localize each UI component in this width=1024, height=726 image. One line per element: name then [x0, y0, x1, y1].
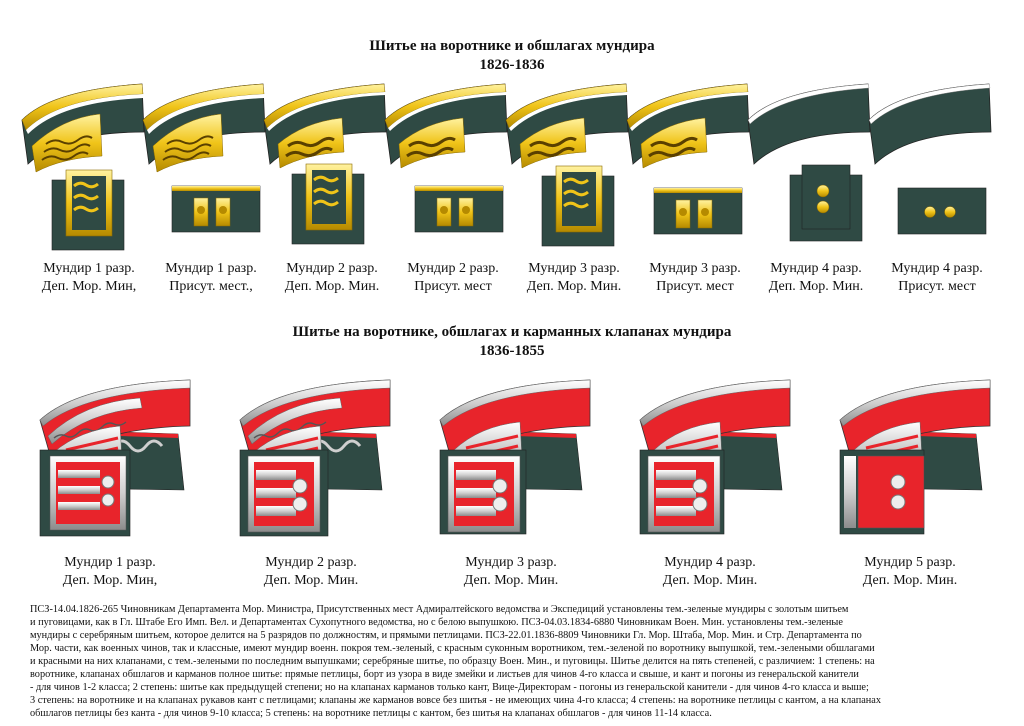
gold-cuff-6 — [654, 188, 742, 234]
section2-caption-5 — [840, 554, 980, 590]
gold-collar-5 — [506, 84, 628, 168]
caption-line1: Мундир 4 разр. — [770, 261, 862, 276]
section2-caption-4 — [640, 554, 780, 590]
caption-line1: Мундир 3 разр. — [649, 261, 741, 276]
caption-line2: Деп. Мор. Мин. — [284, 279, 380, 294]
caption-line1: Мундир 1 разр. — [43, 261, 135, 276]
section2-caption-3 — [441, 554, 581, 590]
caption-line2: Деп. Мор. Мин, — [62, 573, 158, 588]
gold-cuff-3 — [292, 164, 364, 244]
silver-set-3 — [440, 380, 590, 534]
gold-cuff-7 — [790, 165, 862, 241]
caption-line2: Присут. мест., — [169, 279, 253, 294]
caption-line2: Присут. мест — [414, 279, 492, 294]
caption-line1: Мундир 5 разр. — [864, 555, 956, 570]
silver-set-2 — [240, 380, 390, 536]
footnote-line: 3 степень: на воротнике и на клапанах рукавов кант с петлицами; клапаны же карманов вовсе без шитья - не имеющих чина 4-го класса; 4 степень: на воротнике петлицы с кантом, а на клапанах — [30, 695, 882, 706]
footnote-text — [30, 603, 1015, 720]
caption-line1: Мундир 3 разр. — [528, 261, 620, 276]
caption-line1: Мундир 1 разр. — [64, 555, 156, 570]
footnote-line: ПСЗ-14.04.1826-265 Чиновникам Департамента Мор. Министра, Присутственных мест Адмиралтейского ведомства и Экспедиций установлены тем.-зеленые мундиры с золотым шитьем — [30, 604, 849, 615]
section1-caption-6 — [636, 260, 754, 296]
caption-line1: Мундир 4 разр. — [664, 555, 756, 570]
footnote-line: - для чинов 1-2 класса; 2 степень: шитье как предыдущей степени; но на клапанах карманов только кант, Вице-Директорам - погоны из генеральской канители - для чинов 4-го класса и выше; — [30, 682, 869, 693]
caption-line2: Деп. Мор. Мин. — [526, 279, 622, 294]
gold-collar-7 — [748, 84, 870, 164]
footnote-line: и красными на них клапанами, с тем.-зелеными по последним выпушками; серебряные шитье, по образцу Воен. Мин., и пуговицы. Шитье делится на пять степеней, с различием: 1 степень: на — [30, 656, 875, 667]
gold-collar-2 — [143, 84, 265, 172]
gold-cuff-5 — [542, 166, 614, 246]
section2-title: Шитье на воротнике, обшлагах и карманных клапанах мундира — [292, 324, 732, 340]
caption-line2: Деп. Мор. Мин, — [41, 279, 137, 294]
caption-line1: Мундир 2 разр. — [265, 555, 357, 570]
section1-caption-1 — [30, 260, 148, 296]
caption-line2: Присут. мест — [898, 279, 976, 294]
section1-caption-8 — [878, 260, 996, 296]
footnote-line: Мор. части, как военных чинов, так и классные, имеют мундир военн. покроя тем.-зеленый, с красным суконным воротником, тем.-зеленой по воротнику выпушкой, тем.-зелеными обшлагами — [30, 643, 875, 654]
section2-caption-2 — [241, 554, 381, 590]
caption-line2: Присут. мест — [656, 279, 734, 294]
silver-set-5 — [840, 380, 990, 534]
section1-caption-4 — [394, 260, 512, 296]
gold-cuff-8 — [898, 188, 986, 234]
gold-collar-3 — [264, 84, 386, 168]
section1-caption-7 — [757, 260, 875, 296]
caption-line2: Деп. Мор. Мин. — [768, 279, 864, 294]
caption-line2: Деп. Мор. Мин. — [862, 573, 958, 588]
section1-caption-3 — [273, 260, 391, 296]
gold-cuff-1 — [52, 170, 124, 250]
caption-line2: Деп. Мор. Мин. — [263, 573, 359, 588]
section2-artwork — [0, 360, 1024, 550]
footnote-line: мундиры с серебряным шитьем, которое делится на 5 разрядов по должностям, и прямыми петлицами. ПСЗ-22.01.1836-8809 Чиновники Гл. Мор. Штаба, Мор. Мин. и Стр. Департамента по — [30, 630, 862, 641]
section1-title: Шитье на воротнике и обшлагах мундира — [369, 38, 655, 54]
caption-line1: Мундир 3 разр. — [465, 555, 557, 570]
caption-line1: Мундир 1 разр. — [165, 261, 257, 276]
section2-caption-1 — [40, 554, 180, 590]
section1-caption-2 — [152, 260, 270, 296]
gold-collar-6 — [627, 84, 749, 168]
section1-caption-5 — [515, 260, 633, 296]
footnote-line: воротнике, клапанах обшлагов и карманов полное шитье: прямые петлицы, борт из узора в виде змейки и листьев для чинов 4-го класса и свыше, и кант и погоны из генеральской канители — [30, 669, 859, 680]
silver-set-4 — [640, 380, 790, 534]
footnote-line: обшлагов петлицы без канта - для чинов 9-10 класса; 5 степень: на воротнике петлицы с кантом, без шитья на клапанах обшлагов - для чинов 11-14 класса. — [30, 708, 712, 719]
gold-collar-4 — [385, 84, 507, 168]
caption-line1: Мундир 4 разр. — [891, 261, 983, 276]
gold-cuff-4 — [415, 186, 503, 232]
section1-years: 1826-1836 — [479, 57, 545, 73]
gold-cuff-2 — [172, 186, 260, 232]
caption-line2: Деп. Мор. Мин. — [662, 573, 758, 588]
footnote-line: и пуговицами, как в Гл. Штабе Его Имп. Вел. и Департаментах Сухопутного ведомства, но с белою выпушкою. ПСЗ-04.03.1834-6880 Чиновникам Воен. Мин. установлены тем.-зеленые — [30, 617, 843, 628]
section2-years: 1836-1855 — [479, 343, 545, 359]
caption-line1: Мундир 2 разр. — [407, 261, 499, 276]
gold-collar-8 — [869, 84, 991, 164]
gold-collar-1 — [22, 84, 144, 172]
caption-line1: Мундир 2 разр. — [286, 261, 378, 276]
caption-line2: Деп. Мор. Мин. — [463, 573, 559, 588]
silver-set-1 — [40, 380, 190, 536]
